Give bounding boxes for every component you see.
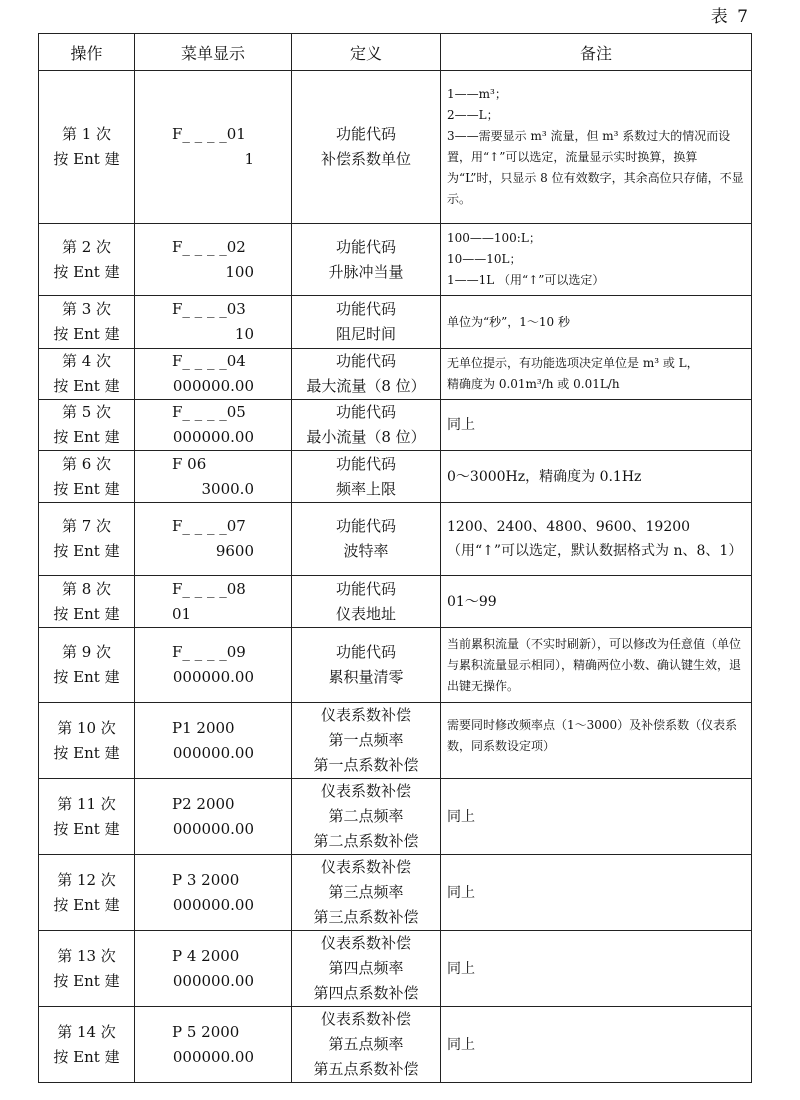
definition-cell: 仪表系数补偿 第二点频率 第二点系数补偿 (292, 779, 441, 855)
menu-display-cell: F_ _ _ _07 9600 (135, 503, 292, 576)
menu-display-cell: F_ _ _ _09 000000.00 (135, 628, 292, 703)
operation-cell: 第 8 次 按 Ent 建 (39, 576, 135, 628)
menu-display-cell: P1 2000 000000.00 (135, 703, 292, 779)
table-row (39, 400, 752, 451)
definition-cell: 功能代码 频率上限 (292, 451, 441, 503)
table-row (39, 628, 752, 703)
definition-cell: 功能代码 阻尼时间 (292, 296, 441, 349)
menu-display-cell: P 4 2000 000000.00 (135, 931, 292, 1007)
operation-cell: 第 14 次 按 Ent 建 (39, 1007, 135, 1083)
note-cell: 单位为“秒”，1～10 秒 (441, 296, 752, 349)
table-row (39, 503, 752, 576)
table-row (39, 1007, 752, 1083)
note-cell: 同上 (441, 779, 752, 855)
note-cell: 0～3000Hz，精确度为 0.1Hz (441, 451, 752, 503)
table-row (39, 855, 752, 931)
table-row (39, 931, 752, 1007)
note-cell: 01～99 (441, 576, 752, 628)
note-cell: 需要同时修改频率点（1～3000）及补偿系数（仪表系数，同系数设定项） (441, 703, 752, 779)
definition-cell: 功能代码 最小流量（8 位） (292, 400, 441, 451)
operation-cell: 第 13 次 按 Ent 建 (39, 931, 135, 1007)
definition-cell: 仪表系数补偿 第三点频率 第三点系数补偿 (292, 855, 441, 931)
menu-display-cell: P2 2000 000000.00 (135, 779, 292, 855)
definition-cell: 功能代码 最大流量（8 位） (292, 349, 441, 400)
table-row (39, 296, 752, 349)
note-cell: 当前累积流量（不实时刷新），可以修改为任意值（单位与累积流量显示相同），精确两位小数、确认键生效，退出键无操作。 (441, 628, 752, 703)
definition-cell: 功能代码 升脉冲当量 (292, 224, 441, 296)
operation-cell: 第 4 次 按 Ent 建 (39, 349, 135, 400)
note-cell: 同上 (441, 855, 752, 931)
operation-cell: 第 9 次 按 Ent 建 (39, 628, 135, 703)
menu-display-cell: F_ _ _ _04 000000.00 (135, 349, 292, 400)
table-row (39, 703, 752, 779)
operation-cell: 第 7 次 按 Ent 建 (39, 503, 135, 576)
menu-display-cell: P 3 2000 000000.00 (135, 855, 292, 931)
table-row (39, 451, 752, 503)
menu-display-cell: F 06 3000.0 (135, 451, 292, 503)
operation-cell: 第 11 次 按 Ent 建 (39, 779, 135, 855)
note-cell: 无单位提示，有功能选项决定单位是 m³ 或 L， 精确度为 0.01m³/h 或 0.01L/h (441, 349, 752, 400)
header-op: 操作 (39, 34, 135, 71)
operation-cell: 第 10 次 按 Ent 建 (39, 703, 135, 779)
menu-display-cell: F_ _ _ _01 1 (135, 71, 292, 224)
definition-cell: 仪表系数补偿 第五点频率 第五点系数补偿 (292, 1007, 441, 1083)
table-row (39, 576, 752, 628)
operation-cell: 第 5 次 按 Ent 建 (39, 400, 135, 451)
operation-cell: 第 1 次 按 Ent 建 (39, 71, 135, 224)
definition-cell: 功能代码 补偿系数单位 (292, 71, 441, 224)
menu-display-cell: F_ _ _ _08 01 (135, 576, 292, 628)
table-row (39, 779, 752, 855)
menu-settings-table (38, 33, 752, 1083)
note-cell: 1200、2400、4800、9600、19200（用“↑”可以选定，默认数据格式为 n、8、1） (441, 503, 752, 576)
definition-cell: 仪表系数补偿 第一点频率 第一点系数补偿 (292, 703, 441, 779)
operation-cell: 第 12 次 按 Ent 建 (39, 855, 135, 931)
menu-display-cell: P 5 2000 000000.00 (135, 1007, 292, 1083)
definition-cell: 功能代码 仪表地址 (292, 576, 441, 628)
operation-cell: 第 6 次 按 Ent 建 (39, 451, 135, 503)
header-row (39, 34, 752, 71)
menu-display-cell: F_ _ _ _03 10 (135, 296, 292, 349)
operation-cell: 第 2 次 按 Ent 建 (39, 224, 135, 296)
menu-display-cell: F_ _ _ _05 000000.00 (135, 400, 292, 451)
definition-cell: 功能代码 波特率 (292, 503, 441, 576)
note-cell: 同上 (441, 931, 752, 1007)
definition-cell: 功能代码 累积量清零 (292, 628, 441, 703)
note-cell: 同上 (441, 1007, 752, 1083)
operation-cell: 第 3 次 按 Ent 建 (39, 296, 135, 349)
note-cell: 100——100:L； 10——10L； 1——1L （用“↑”可以选定） (441, 224, 752, 296)
header-note: 备注 (441, 34, 752, 71)
table-row (39, 349, 752, 400)
menu-display-cell: F_ _ _ _02 100 (135, 224, 292, 296)
note-cell: 同上 (441, 400, 752, 451)
table-row (39, 71, 752, 224)
table-row (39, 224, 752, 296)
header-menu: 菜单显示 (135, 34, 292, 71)
header-def: 定义 (292, 34, 441, 71)
table-caption: 表 7 (710, 7, 750, 27)
definition-cell: 仪表系数补偿 第四点频率 第四点系数补偿 (292, 931, 441, 1007)
note-cell: 1——m³； 2——L； 3——需要显示 m³ 流量，但 m³ 系数过大的情况而设置，用“↑”可以选定，流量显示实时换算，换算为“L”时，只显示 8 位有效数字，其余高位只存储，不显示。 (441, 71, 752, 224)
